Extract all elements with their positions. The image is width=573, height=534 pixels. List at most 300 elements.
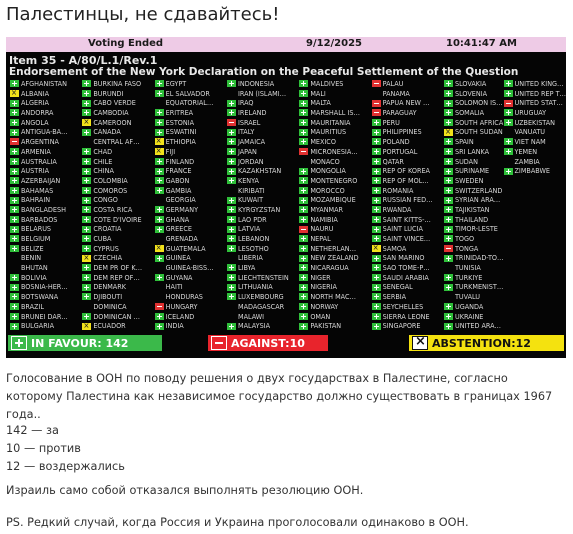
plus-icon [372,197,381,204]
plus-icon [372,264,381,271]
country-name: REP OF MOL… [382,175,429,185]
country-name: TRINIDAD-TO… [454,253,504,263]
country-vote [10,118,82,128]
country-vote [82,282,154,292]
plus-icon [227,284,236,291]
no-vote-icon [504,129,513,136]
country-name: SOLOMON IS… [454,98,503,108]
country-name: KIRIBATI [237,185,265,195]
country-vote [10,89,82,99]
country-name: NAMIBIA [310,214,338,224]
plus-icon [444,158,453,165]
plus-icon [372,168,381,175]
plus-icon [372,313,381,320]
country-vote [299,263,371,273]
plus-icon [299,216,308,223]
country-name: BELGIUM [21,234,51,243]
country-name: MAURITIUS [310,127,347,137]
country-vote [299,205,371,215]
country-vote [227,108,299,118]
country-name: COLOMBIA [93,175,128,185]
country-name: MONGOLIA [310,166,346,176]
country-name: ICELAND [165,311,195,321]
country-vote [10,186,82,196]
country-vote [82,89,154,99]
country-vote [444,234,504,244]
country-vote [444,282,504,292]
cross-icon [82,255,91,262]
country-vote [504,166,567,176]
plus-icon [10,284,19,291]
country-name: RUSSIAN FED… [382,195,433,205]
country-name: BARBADOS [21,214,58,224]
country-vote [444,215,504,225]
country-name: SYRIAN ARA… [454,195,501,205]
country-name: MICRONESIA… [310,146,358,156]
country-name: ESTONIA [165,117,195,127]
country-name: BHUTAN [21,263,48,273]
country-vote [504,127,567,137]
country-name: GEORGIA [165,195,196,205]
plus-icon [10,148,19,155]
plus-icon [444,119,453,126]
cross-icon [155,245,164,252]
minus-icon [155,303,164,310]
country-name: MOROCCO [310,185,345,195]
country-vote [10,127,82,137]
country-name: CENTRAL AF… [93,137,140,147]
country-vote [444,98,504,108]
country-vote [155,312,227,322]
no-vote-icon [155,284,164,291]
country-name: ITALY [237,127,255,137]
country-name: ANDORRA [21,108,54,118]
country-vote [299,234,371,244]
country-vote [227,98,299,108]
plus-icon [155,158,164,165]
plus-icon [372,129,381,136]
country-vote [155,127,227,137]
country-vote [227,224,299,234]
plus-icon [227,293,236,300]
country-vote [299,166,371,176]
plus-icon [372,235,381,242]
plus-icon [299,168,308,175]
in-favour-label: IN FAVOUR: 142 [31,336,129,350]
country-name: THAILAND [454,214,489,224]
status-bar [6,37,566,52]
voting-status: Voting Ended [88,38,164,49]
country-name: ZAMBIA [514,156,540,166]
country-vote [372,312,444,322]
country-vote [299,273,371,283]
country-vote [299,157,371,167]
post-title: Палестинцы, не сдавайтесь! [6,4,280,25]
country-vote [372,205,444,215]
plus-icon [82,313,91,320]
country-vote [444,205,504,215]
country-vote [372,127,444,137]
country-vote [299,79,371,89]
country-vote [227,79,299,89]
country-vote [82,195,154,205]
country-vote [82,166,154,176]
country-vote [227,118,299,128]
country-vote [444,263,504,273]
plus-icon [372,216,381,223]
country-name: NAURU [310,224,334,234]
country-name: PARAGUAY [382,108,417,118]
country-name: URUGUAY [514,108,547,118]
country-vote [444,176,504,186]
country-name: GREECE [165,224,192,234]
country-name: ROMANIA [382,185,414,195]
plus-icon [155,226,164,233]
country-name: BENIN [21,253,42,263]
country-vote [299,195,371,205]
country-vote [504,137,567,147]
country-vote [155,79,227,89]
no-vote-icon [227,255,236,262]
country-name: AUSTRIA [21,166,50,176]
country-vote [155,282,227,292]
country-grid [10,79,566,331]
country-vote [82,273,154,283]
plus-icon [444,216,453,223]
country-name: ERITREA [165,108,194,118]
plus-icon [82,274,91,281]
results-list [6,422,125,476]
plus-icon [155,323,164,330]
country-name: AZERBAIJAN [21,175,61,185]
country-vote [155,157,227,167]
plus-icon [227,138,236,145]
plus-icon [10,129,19,136]
country-vote [227,176,299,186]
total-against [208,335,328,351]
country-vote [299,89,371,99]
country-vote [10,224,82,234]
country-name: AFGHANISTAN [21,79,67,88]
plus-icon [155,119,164,126]
country-vote [444,147,504,157]
country-name: ISRAEL [237,117,261,127]
cross-icon [372,245,381,252]
country-vote [227,205,299,215]
country-vote [372,292,444,302]
no-vote-icon [155,293,164,300]
country-name: SOUTH SUDAN [454,127,503,137]
country-name: INDIA [165,321,184,331]
country-vote [10,263,82,273]
country-vote [82,312,154,322]
country-vote [227,321,299,331]
country-name: MALAYSIA [237,321,270,331]
minus-icon [211,336,227,350]
plus-icon [10,245,19,252]
plus-icon [227,109,236,116]
country-name: SAINT KITTS-… [382,214,431,224]
country-vote [227,137,299,147]
country-name: DOMINICAN … [93,311,140,321]
country-name: ANTIGUA-BA… [21,127,68,137]
plus-icon [155,187,164,194]
country-name: IRELAND [237,108,267,118]
minus-icon [372,80,381,87]
country-name: GERMANY [165,204,199,214]
country-vote [10,302,82,312]
plus-icon [10,197,19,204]
country-vote [444,127,504,137]
plus-icon [11,336,27,350]
plus-icon [299,109,308,116]
plus-icon [444,187,453,194]
plus-icon [444,206,453,213]
country-vote [444,108,504,118]
plus-icon [444,235,453,242]
country-name: DEM PR OF K… [93,263,143,273]
country-name: MONACO [310,156,340,166]
country-vote [82,108,154,118]
country-name: SLOVENIA [454,88,488,98]
plus-icon [155,168,164,175]
plus-icon [444,197,453,204]
country-vote [372,137,444,147]
country-vote [155,224,227,234]
no-vote-icon [82,138,91,145]
country-name: REP OF KOREA [382,166,430,176]
country-vote [372,195,444,205]
item-number: Item 35 - A/80/L.1/Rev.1 [9,54,158,67]
plus-icon [227,177,236,184]
plus-icon [227,80,236,87]
country-name: TUNISIA [454,263,481,273]
plus-icon [299,323,308,330]
plus-icon [82,148,91,155]
country-vote [444,137,504,147]
plus-icon [504,80,513,87]
plus-icon [444,90,453,97]
country-name: LIBERIA [237,253,263,263]
country-name: QATAR [382,156,404,166]
country-vote [299,118,371,128]
country-name: UNITED ARA… [454,321,502,331]
country-name: LESOTHO [237,243,269,253]
country-name: ZIMBABWE [514,166,550,176]
plus-icon [155,274,164,281]
country-vote [155,89,227,99]
plus-icon [299,235,308,242]
country-vote [82,205,154,215]
plus-icon [299,187,308,194]
plus-icon [155,206,164,213]
country-vote [155,147,227,157]
country-vote [227,282,299,292]
result-against: 10 — против [6,442,81,455]
country-vote [82,244,154,254]
plus-icon [504,148,513,155]
country-name: PAPUA NEW … [382,98,430,108]
country-name: MALAWI [237,311,265,321]
country-vote [10,215,82,225]
plus-icon [372,158,381,165]
country-name: SUDAN [454,156,478,166]
plus-icon [82,100,91,107]
plus-icon [155,177,164,184]
country-vote [504,118,567,128]
country-vote [10,234,82,244]
country-vote [10,176,82,186]
plus-icon [227,206,236,213]
country-name: MYANMAR [310,204,344,214]
minus-icon [372,100,381,107]
country-vote [372,215,444,225]
no-vote-icon [227,90,236,97]
country-vote [372,321,444,331]
country-vote [82,263,154,273]
country-name: CHAD [93,146,113,156]
country-name: DENMARK [93,282,126,292]
country-name: UNITED STAT… [514,98,563,108]
plus-icon [155,90,164,97]
country-name: COMOROS [93,185,128,195]
country-vote [227,273,299,283]
plus-icon [299,274,308,281]
country-name: SAO TOME-P… [382,263,430,273]
country-vote [10,273,82,283]
plus-icon [372,138,381,145]
plus-icon [444,148,453,155]
country-name: BAHRAIN [21,195,51,205]
plus-icon [82,187,91,194]
country-name: UNITED REP T… [514,88,566,98]
country-name: ECUADOR [93,321,126,331]
country-name: LUXEMBOURG [237,292,284,302]
country-name: TURKIYE [454,272,483,282]
country-vote [299,215,371,225]
country-vote [444,312,504,322]
no-vote-icon [155,100,164,107]
minus-icon [10,138,19,145]
country-vote [155,205,227,215]
country-name: MAURITANIA [310,117,351,127]
country-name: LATVIA [237,224,261,234]
country-name: ARGENTINA [21,137,59,147]
plus-icon [10,109,19,116]
country-name: NIGER [310,272,331,282]
no-vote-icon [444,264,453,271]
country-vote [372,302,444,312]
country-vote [504,79,567,89]
plus-icon [82,197,91,204]
country-name: BAHAMAS [21,185,54,195]
country-vote [155,215,227,225]
vote-time: 10:41:47 AM [446,38,517,49]
country-vote [504,108,567,118]
plus-icon [10,119,19,126]
plus-icon [82,293,91,300]
minus-icon [227,119,236,126]
result-for: 142 — за [6,424,59,437]
no-vote-icon [504,158,513,165]
country-vote [82,224,154,234]
no-vote-icon [155,197,164,204]
plus-icon [155,255,164,262]
country-name: MARSHALL IS… [310,108,360,118]
plus-icon [82,158,91,165]
country-name: FRANCE [165,166,192,176]
country-vote [10,253,82,263]
no-vote-icon [155,235,164,242]
plus-icon [155,129,164,136]
plus-icon [444,80,453,87]
plus-icon [82,168,91,175]
minus-icon [299,148,308,155]
plus-icon [444,284,453,291]
country-name: TONGA [454,243,479,253]
country-vote [82,147,154,157]
result-abstain: 12 — воздержались [6,460,125,473]
country-vote [155,302,227,312]
plus-icon [299,129,308,136]
country-vote [444,195,504,205]
country-name: BOTSWANA [21,292,59,302]
country-vote [10,244,82,254]
plus-icon [227,245,236,252]
plus-icon [227,168,236,175]
country-name: ARMENIA [21,146,51,156]
country-vote [444,273,504,283]
country-name: YEMEN [514,146,538,156]
country-vote [444,292,504,302]
plus-icon [299,264,308,271]
country-name: BURUNDI [93,88,124,98]
country-name: SWEDEN [454,175,484,185]
country-vote [82,176,154,186]
country-name: GUYANA [165,272,193,282]
country-vote [299,108,371,118]
country-vote [372,176,444,186]
total-in-favour [8,335,162,351]
country-name: MONTENEGRO [310,175,358,185]
vote-date: 9/12/2025 [306,38,363,49]
country-vote [299,176,371,186]
country-vote [372,224,444,234]
country-vote [372,79,444,89]
country-name: LIECHTENSTEIN [237,272,289,282]
cross-icon [82,323,91,330]
plus-icon [227,148,236,155]
country-name: BRAZIL [21,301,44,311]
country-vote [155,263,227,273]
country-name: CABO VERDE [93,98,136,108]
cross-icon [412,336,428,350]
country-vote [155,176,227,186]
plus-icon [82,206,91,213]
plus-icon [299,206,308,213]
country-name: FINLAND [165,156,195,166]
total-abstention [409,335,564,351]
country-vote [504,89,567,99]
country-name: TOGO [454,234,475,243]
country-name: MALI [310,88,326,98]
country-name: KENYA [237,175,259,185]
cross-icon [10,90,19,97]
country-vote [227,292,299,302]
plus-icon [82,284,91,291]
country-name: NORTH MAC… [310,292,356,302]
plus-icon [10,187,19,194]
